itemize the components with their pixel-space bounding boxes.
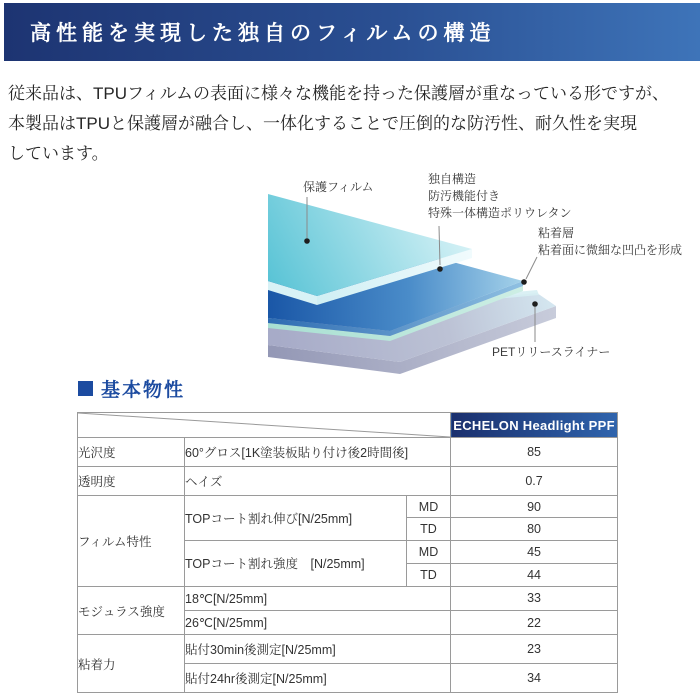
cell-item: 貼付24hr後測定[N/25mm]	[185, 664, 451, 693]
leader-dot	[437, 266, 443, 272]
label-release-liner: PETリリースライナー	[492, 345, 611, 359]
label-line: 防汚機能付き	[428, 189, 501, 203]
table-corner-cell	[78, 413, 451, 438]
cell-value: 45	[451, 541, 618, 564]
table-row	[78, 495, 618, 518]
film-structure-diagram	[250, 170, 683, 377]
label-protective-film: 保護フィルム	[303, 180, 374, 194]
cell-value: 80	[451, 518, 618, 541]
table-row	[78, 466, 618, 495]
label-line: 独自構造	[428, 172, 477, 186]
table-header-row	[78, 413, 618, 438]
label-line: 特殊一体構造ポリウレタン	[428, 206, 572, 220]
table-row	[78, 635, 618, 664]
cell-item: ヘイズ	[185, 466, 451, 495]
intro-line: 従来品は、TPUフィルムの表面に様々な機能を持った保護層が重なっている形ですが、	[8, 84, 669, 103]
cell-item: 26℃[N/25mm]	[185, 611, 451, 635]
cell-item: 貼付30min後測定[N/25mm]	[185, 635, 451, 664]
section-bullet-icon	[78, 381, 93, 396]
cell-category: 粘着力	[78, 635, 185, 693]
cell-value: 44	[451, 563, 618, 586]
cell-direction: TD	[407, 518, 451, 541]
leader-dot	[304, 238, 310, 244]
cell-direction: MD	[407, 541, 451, 564]
label-unique-structure	[428, 171, 572, 222]
intro-line: しています。	[8, 144, 109, 163]
table-row	[78, 586, 618, 610]
cell-category: モジュラス強度	[78, 586, 185, 635]
cell-direction: TD	[407, 563, 451, 586]
cell-direction: MD	[407, 495, 451, 518]
cell-category: フィルム特性	[78, 495, 185, 586]
cell-category: 透明度	[78, 466, 185, 495]
table-row	[78, 438, 618, 467]
label-line: 粘着面に微細な凹凸を形成	[538, 243, 683, 257]
intro-paragraph	[8, 79, 696, 169]
cell-value: 33	[451, 586, 618, 610]
leader-dot	[532, 301, 538, 307]
intro-line: 本製品はTPUと保護層が融合し、一体化することで圧倒的な防汚性、耐久性を実現	[8, 114, 637, 133]
section-heading	[78, 375, 185, 402]
cell-value: 85	[451, 438, 618, 467]
title-bar	[4, 3, 700, 61]
cell-value: 22	[451, 611, 618, 635]
cell-value: 34	[451, 664, 618, 693]
cell-value: 90	[451, 495, 618, 518]
cell-item: 18℃[N/25mm]	[185, 586, 451, 610]
cell-item: TOPコート割れ強度 [N/25mm]	[185, 541, 407, 587]
page-title: 高性能を実現した独自のフィルムの構造	[30, 21, 496, 45]
label-adhesive-layer	[538, 225, 682, 259]
cell-category: 光沢度	[78, 438, 185, 467]
leader-dot	[521, 279, 527, 285]
product-column-header: ECHELON Headlight PPF	[451, 413, 618, 438]
section-title: 基本物性	[101, 380, 186, 401]
cell-item: TOPコート割れ伸び[N/25mm]	[185, 495, 407, 541]
label-line: 粘着層	[538, 226, 575, 240]
cell-item: 60°グロス[1K塗装板貼り付け後2時間後]	[185, 438, 451, 467]
cell-value: 0.7	[451, 466, 618, 495]
diagonal-line	[78, 413, 450, 437]
spec-table	[77, 412, 618, 693]
leader-line-adhesive-layer	[526, 257, 537, 279]
cell-value: 23	[451, 635, 618, 664]
